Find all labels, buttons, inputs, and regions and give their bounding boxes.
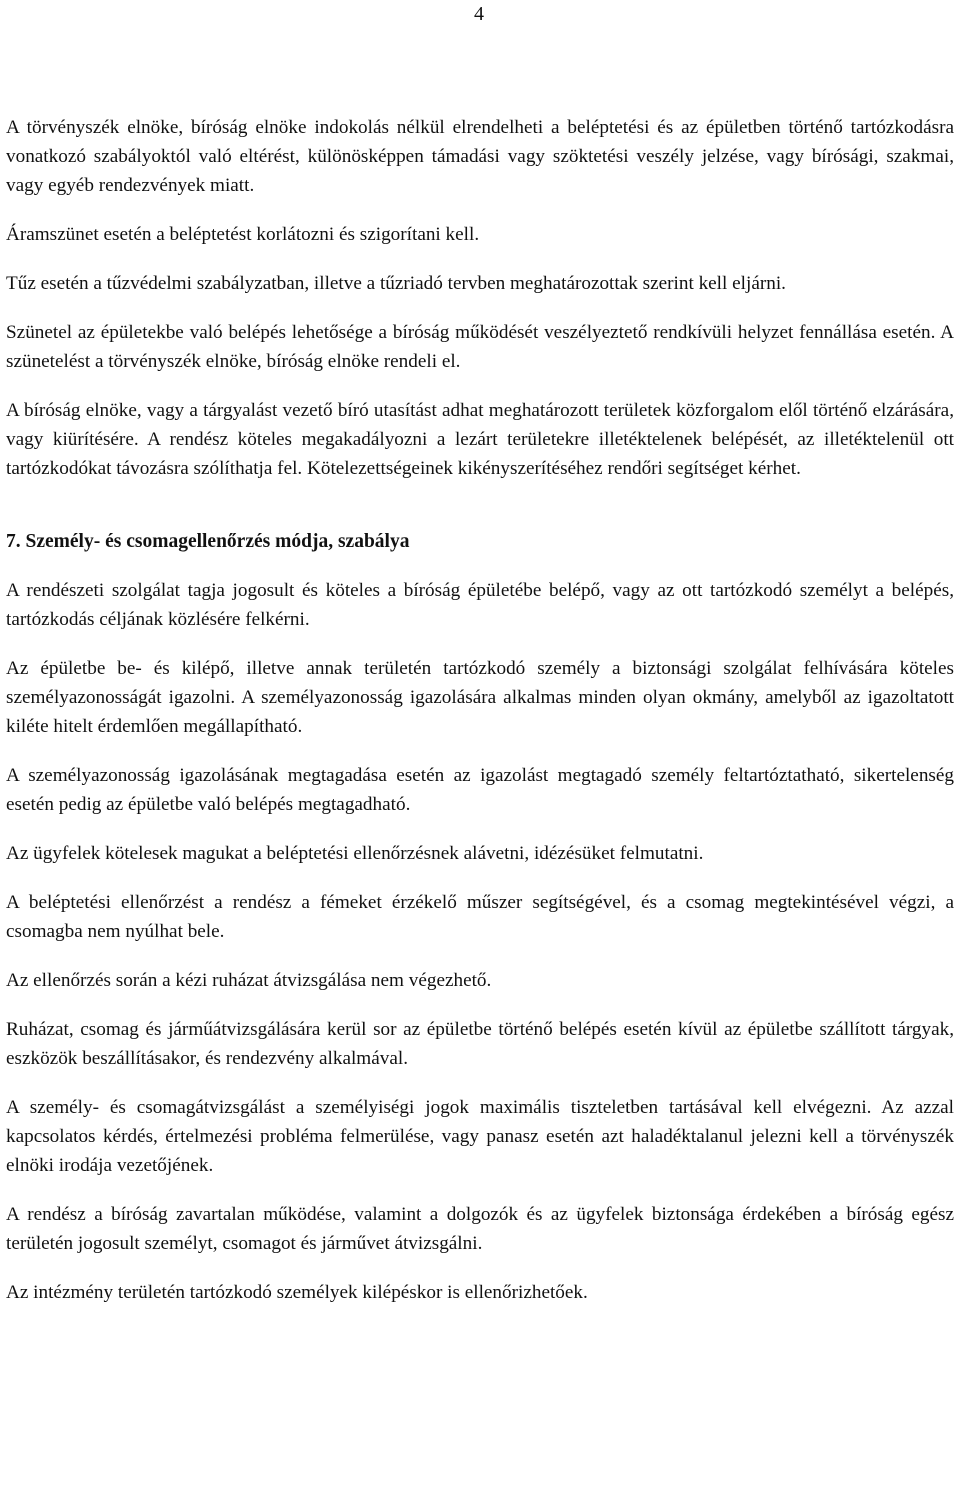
paragraph-power-outage: Áramszünet esetén a beléptetést korlátozni és szigorítani kell. [6,224,480,245]
paragraph-metal-detector: A beléptetési ellenőrzést a rendész a fémeket érzékelő műszer segítségével, és a csomag megtekintésével végzi, a csomagba nem nyúlhat bele. [6,892,954,942]
paragraph-identity-check: Az épületbe be- és kilépő, illetve annak területén tartózkodó személy a biztonsági szolgálat felhívására köteles személyazonosságát igazolni. A személyazonosság igazolására alkalmas minden olyan okmány, amelyből az igazoltatott kiléte hitelt érdemlően megállapítható. [6,658,954,737]
paragraph-exit-check: Az intézmény területén tartózkodó személyek kilépéskor is ellenőrizhetőek. [6,1282,588,1303]
paragraph-suspension: Szünetel az épületekbe való belépés lehetősége a bíróság működését veszélyeztető rendkívüli helyzet fennállása esetén. A szünetelést a törvényszék elnöke, bíróság elnöke rendeli el. [6,322,954,372]
paragraph-personal-rights: A személy- és csomagátvizsgálást a személyiségi jogok maximális tiszteletben tartásával kell elvégezni. Az azzal kapcsolatos kérdés, értelmezési probléma felmerülése, vagy panasz esetén azt haladéktalanul jelezni kell a törvényszék elnöki irodája vezetőjének. [6,1097,954,1176]
page-number: 4 [474,3,484,25]
document-body [6,113,954,1327]
paragraph-area-closure: A bíróság elnöke, vagy a tárgyalást vezető bíró utasítást adhat meghatározott területek közforgalom elől történő elzárására, vagy kiürítésére. A rendész köteles megakadályozni a lezárt területekre illetéktelenek belépését, az illetéktelenül ott tartózkodókat távozásra szólíthatja fel. Kötelezettségeinek kikényszerítéséhez rendőri segítséget kérhet. [6,400,954,479]
paragraph-identity-refusal: A személyazonosság igazolásának megtagadása esetén az igazolást megtagadó személy feltartóztatható, sikertelenség esetén pedig az épületbe való belépés megtagadható. [6,765,954,815]
paragraph-client-obligations: Az ügyfelek kötelesek magukat a beléptetési ellenőrzésnek alávetni, idézésüket felmutatni. [6,843,704,864]
section-heading: 7. Személy- és csomagellenőrzés módja, szabálya [6,531,410,552]
paragraph-vehicle-search: Ruházat, csomag és járműátvizsgálására kerül sor az épületbe történő belépés esetén kívül az épületbe szállított tárgyak, eszközök beszállításakor, és rendezvény alkalmával. [6,1019,954,1069]
paragraph-purpose-request: A rendészeti szolgálat tagja jogosult és köteles a bíróság épületébe belépő, vagy az ott tartózkodó személyt a belépés, tartózkodás céljának közlésére felkérni. [6,580,954,630]
paragraph-exception-rules: A törvényszék elnöke, bíróság elnöke indokolás nélkül elrendelheti a beléptetési és az épületben történő tartózkodásra vonatkozó szabályoktól való eltérést, különösképpen támadási vagy szöktetési veszély jelzése, vagy bírósági, szakmai, vagy egyéb rendezvények miatt. [6,117,954,196]
paragraph-fire: Tűz esetén a tűzvédelmi szabályzatban, illetve a tűzriadó tervben meghatározottak szerint kell eljárni. [6,273,786,294]
paragraph-guard-authority: A rendész a bíróság zavartalan működése, valamint a dolgozók és az ügyfelek biztonsága érdekében a bíróság egész területén jogosult személyt, csomagot és járművet átvizsgálni. [6,1204,954,1254]
paragraph-no-manual-search: Az ellenőrzés során a kézi ruházat átvizsgálása nem végezhető. [6,970,492,991]
